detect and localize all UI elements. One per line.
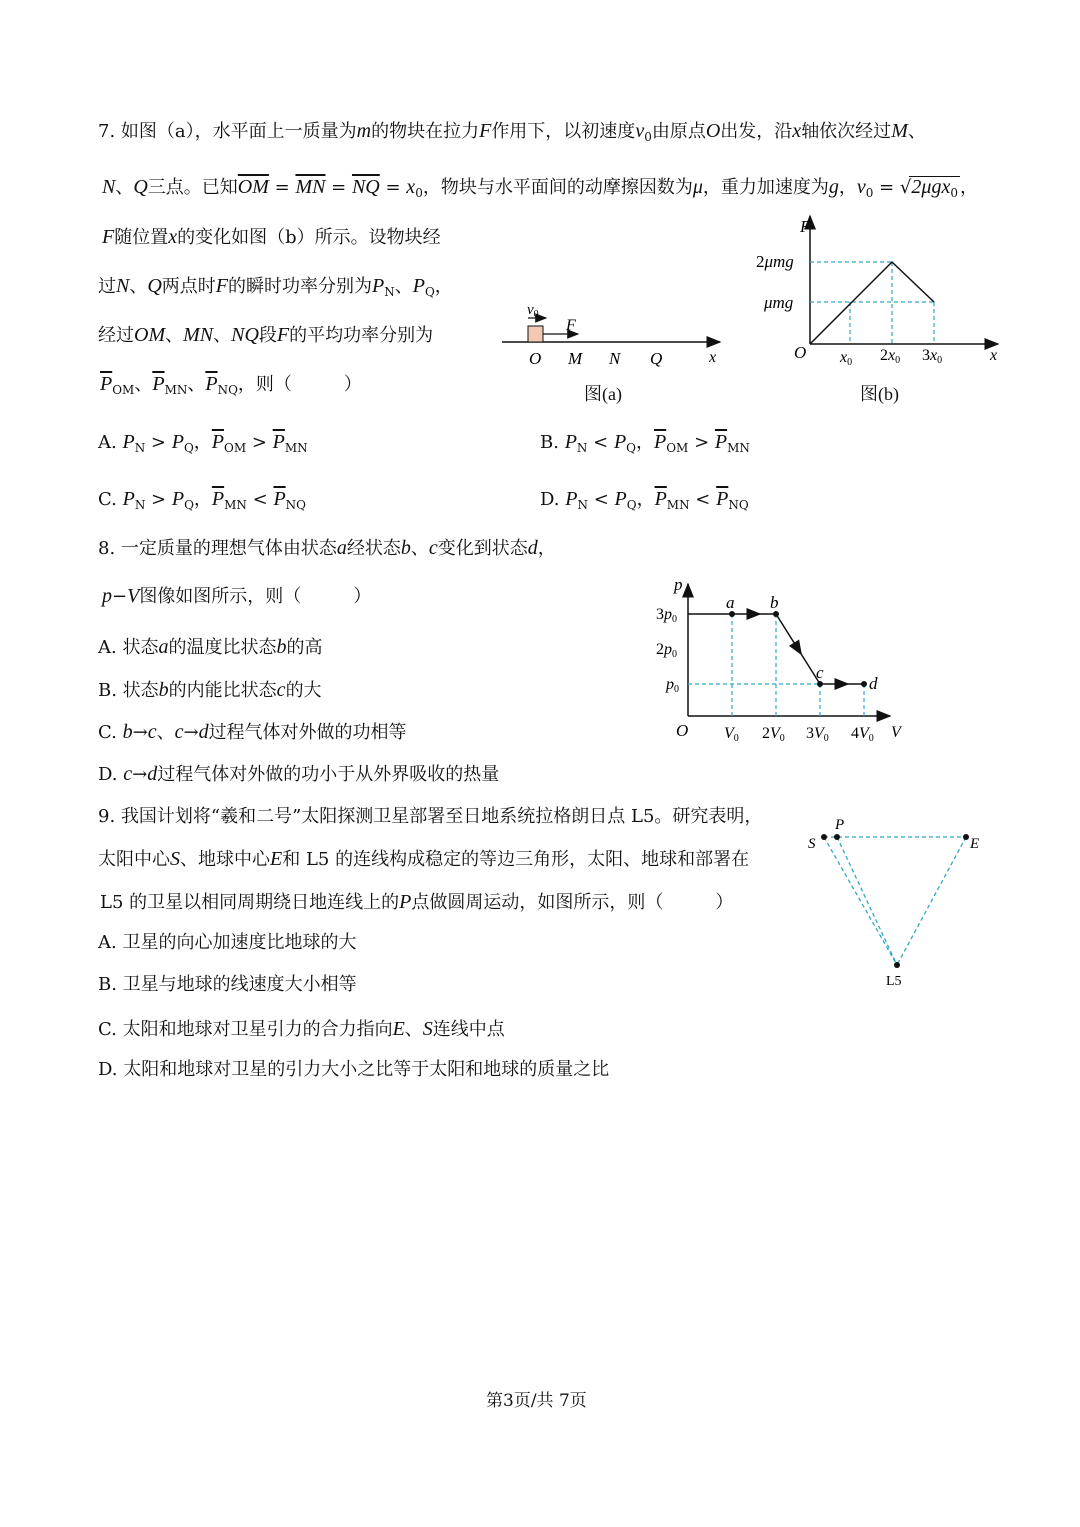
q9-option-c: C. 太阳和地球对卫星引力的合力指向E、S连线中点 <box>98 1018 505 1040</box>
guide-lines <box>810 262 934 344</box>
q8-option-a: A. 状态a的温度比状态b的高 <box>98 636 323 658</box>
figure-a-diagram <box>498 296 728 376</box>
q7-line3: F随位置x的变化如图（b）所示。设物块经 <box>102 226 441 248</box>
svg-text:2p0: 2p0 <box>656 641 677 660</box>
q7-line1: 7. 如图（a），水平面上一质量为m的物块在拉力F作用下，以初速度$v_0$由原点O出发，沿x轴依次经过M、 <box>98 120 926 144</box>
label-E: E <box>970 836 980 852</box>
label-x0: x0 <box>840 349 853 368</box>
label-O: O <box>794 343 807 362</box>
figure-b-caption: 图(b) <box>860 384 899 404</box>
q7-line6: $\overline{P}_{OM}$、$\overline{P}_{MN}$、$\overline{P}_{NQ}$，则（ ） <box>100 373 362 397</box>
q7-option-c: C. $P_N > P_Q$，$\overline{P}_{MN} < \overline{P}_{NQ}$ <box>98 488 307 512</box>
q8-line2: p−V图像如图所示，则（ ） <box>102 585 372 607</box>
point-E <box>963 834 969 840</box>
svg-text:b: b <box>770 593 779 612</box>
q7-line4: 过N、Q两点时F的瞬时功率分别为$P_N$、$P_Q$， <box>98 275 453 299</box>
q7-option-d: D. $P_N < P_Q$，$\overline{P}_{MN} < \overline{P}_{NQ}$ <box>540 488 749 512</box>
q9-option-d: D. 太阳和地球对卫星的引力大小之比等于太阳和地球的质量之比 <box>98 1059 610 1080</box>
label-x: x <box>709 349 717 366</box>
label-2umg: 2μmg <box>756 252 794 271</box>
block <box>528 326 543 342</box>
point-d <box>861 681 867 687</box>
q9-option-a: A. 卫星的向心加速度比地球的大 <box>98 932 357 953</box>
svg-text:d: d <box>869 674 878 693</box>
label-umg: μmg <box>764 293 794 312</box>
q7-option-a: A. $P_N > P_Q$，$\overline{P}_{OM} > \overline{P}_{MN}$ <box>98 431 308 455</box>
q8-option-b: B. 状态b的内能比状态c的大 <box>98 679 322 701</box>
q9-line1: 9. 我国计划将“羲和二号”太阳探测卫星部署至日地系统拉格朗日点 L5。研究表明， <box>98 806 763 827</box>
label-F: F <box>566 317 576 334</box>
figure-b-graph <box>750 212 1010 372</box>
svg-text:p: p <box>674 576 683 594</box>
label-P: P <box>835 817 845 833</box>
svg-text:c: c <box>816 663 824 682</box>
q8-option-d: D. c→d过程气体对外做的功小于从外界吸收的热量 <box>98 763 500 785</box>
svg-text:2V0: 2V0 <box>762 725 785 744</box>
svg-text:p0: p0 <box>666 676 679 695</box>
q9-line3: L5 的卫星以相同周期绕日地连线上的P点做圆周运动，如图所示，则（ ） <box>100 891 734 913</box>
label-Q: Q <box>650 349 663 368</box>
point-L5 <box>894 962 900 968</box>
point-P <box>834 834 840 840</box>
pv-guides <box>688 614 864 716</box>
q9-option-b: B. 卫星与地球的线速度大小相等 <box>98 974 357 995</box>
q9-line2: 太阳中心S、地球中心E和 L5 的连线构成稳定的等边三角形，太阳、地球和部署在 <box>98 848 750 870</box>
label-S: S <box>808 836 816 852</box>
label-x: x <box>990 347 998 364</box>
svg-text:3V0: 3V0 <box>806 725 829 744</box>
label-v0: $v_0$ <box>527 302 539 320</box>
q7-option-b: B. $P_N < P_Q$，$\overline{P}_{OM} > \overline{P}_{MN}$ <box>540 431 750 455</box>
label-F: F <box>800 217 811 236</box>
page-number: 第3页/共 7页 <box>486 1391 587 1411</box>
label-O: O <box>529 349 542 368</box>
force-curve <box>810 262 934 344</box>
q7-line2: N、Q三点。已知$\overline{OM} = \overline{MN} = \overline{NQ} = x_0$，物块与水平面间的动摩擦因数为μ，重力加速度为g，$v_0 = √2\mu gx_0$ ， <box>102 176 978 200</box>
figure-a-caption: 图(a) <box>584 384 622 404</box>
svg-text:V0: V0 <box>724 725 739 744</box>
q8-line1: 8. 一定质量的理想气体由状态a经状态b、c变化到状态d， <box>98 537 556 559</box>
label-3x0: 3x0 <box>922 347 943 366</box>
svg-text:O: O <box>676 721 689 740</box>
svg-text:3p0: 3p0 <box>656 606 677 625</box>
label-L5: L5 <box>886 974 902 989</box>
q7-line5: 经过OM、MN、NQ段F的平均功率分别为 <box>98 324 434 346</box>
point-S <box>821 834 827 840</box>
svg-text:4V0: 4V0 <box>851 725 874 744</box>
label-2x0: 2x0 <box>880 347 901 366</box>
label-N: N <box>609 349 621 368</box>
svg-text:a: a <box>726 593 735 612</box>
lagrange-triangle-diagram <box>800 815 990 995</box>
pv-diagram <box>650 576 915 751</box>
label-M: M <box>568 349 583 368</box>
q8-option-c: C. b→c、c→d过程气体对外做的功相等 <box>98 721 407 743</box>
svg-text:V: V <box>891 724 901 741</box>
